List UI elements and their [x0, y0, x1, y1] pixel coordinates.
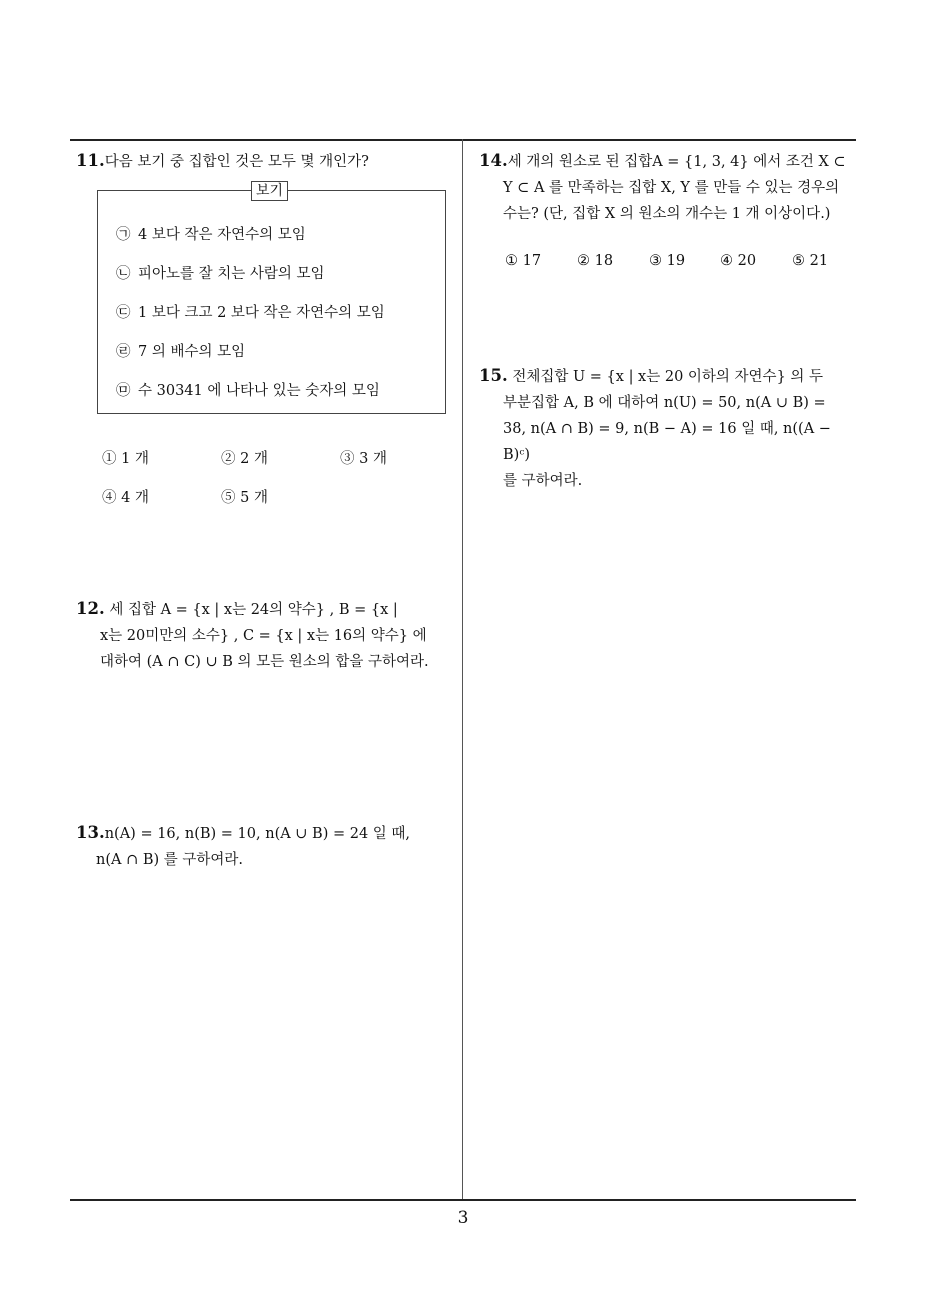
example-item: [116, 379, 380, 400]
box-title: 보기: [251, 181, 288, 201]
item-marker: ㉢: [116, 305, 131, 321]
bottom-rule: [70, 1199, 856, 1201]
question-number: 11.: [76, 151, 105, 170]
question-line: n(A ∩ B) 를 구하여라.: [96, 852, 244, 868]
example-item: [116, 223, 306, 244]
example-box: [97, 183, 446, 414]
question-14: [479, 148, 859, 227]
item-marker: ㉤: [116, 383, 131, 399]
choice-4[interactable]: ④ 20: [720, 253, 757, 269]
question-line: 수는? (단, 집합 X 의 원소의 개수는 1 개 이상이다.): [503, 206, 831, 222]
choice-2[interactable]: ② 2 개: [221, 451, 268, 467]
question-line: 전체집합 U = {x | x는 20 이하의 자연수} 의 두: [512, 369, 824, 385]
item-marker: ㉣: [116, 344, 131, 360]
question-line: Y ⊂ A 를 만족하는 집합 X, Y 를 만들 수 있는 경우의: [503, 180, 840, 196]
item-marker: ㉠: [116, 227, 131, 243]
question-line: x는 20미만의 소수} , C = {x | x는 16의 약수} 에: [100, 628, 427, 644]
page-number: 3: [457, 1208, 469, 1228]
question-number: 12.: [76, 599, 105, 618]
choice-5[interactable]: ⑤ 5 개: [221, 490, 268, 506]
question-line: 38, n(A ∩ B) = 9, n(B − A) = 16 일 때, n((A − B)ᶜ): [503, 421, 831, 463]
question-number: 13.: [76, 823, 105, 842]
example-item: [116, 340, 245, 361]
question-number: 14.: [479, 151, 508, 170]
item-text: 수 30341 에 나타나 있는 숫자의 모임: [138, 383, 380, 399]
choice-1[interactable]: ① 1 개: [102, 451, 149, 467]
choice-1[interactable]: ① 17: [505, 253, 542, 269]
choice-3[interactable]: ③ 19: [649, 253, 686, 269]
top-rule: [70, 139, 856, 141]
column-divider: [462, 139, 463, 1200]
question-line: 대하여 (A ∩ C) ∪ B 의 모든 원소의 합을 구하여라.: [100, 654, 429, 670]
question-line: n(A) = 16, n(B) = 10, n(A ∪ B) = 24 일 때,: [104, 826, 411, 842]
question-text: 다음 보기 중 집합인 것은 모두 몇 개인가?: [104, 154, 369, 170]
example-item: [116, 262, 325, 283]
question-12: [76, 596, 456, 675]
choice-5[interactable]: ⑤ 21: [792, 253, 829, 269]
item-text: 피아노를 잘 치는 사람의 모임: [138, 266, 325, 282]
question-11-stem: [76, 148, 369, 175]
question-line: 부분집합 A, B 에 대하여 n(U) = 50, n(A ∪ B) =: [503, 395, 826, 411]
question-line: 를 구하여라.: [503, 473, 583, 489]
question-line: 세 개의 원소로 된 집합A = {1, 3, 4} 에서 조건 X ⊂: [507, 154, 846, 170]
item-marker: ㉡: [116, 266, 131, 282]
choice-4[interactable]: ④ 4 개: [102, 490, 149, 506]
question-line: 세 집합 A = {x | x는 24의 약수} , B = {x |: [109, 602, 398, 618]
choice-2[interactable]: ② 18: [577, 253, 614, 269]
question-15: [479, 363, 859, 494]
example-item: [116, 301, 385, 322]
item-text: 7 의 배수의 모임: [138, 344, 246, 360]
question-13: [76, 820, 456, 873]
question-number: 15.: [479, 366, 508, 385]
choice-3[interactable]: ③ 3 개: [340, 451, 387, 467]
item-text: 4 보다 작은 자연수의 모임: [138, 227, 306, 243]
item-text: 1 보다 크고 2 보다 작은 자연수의 모임: [138, 305, 385, 321]
